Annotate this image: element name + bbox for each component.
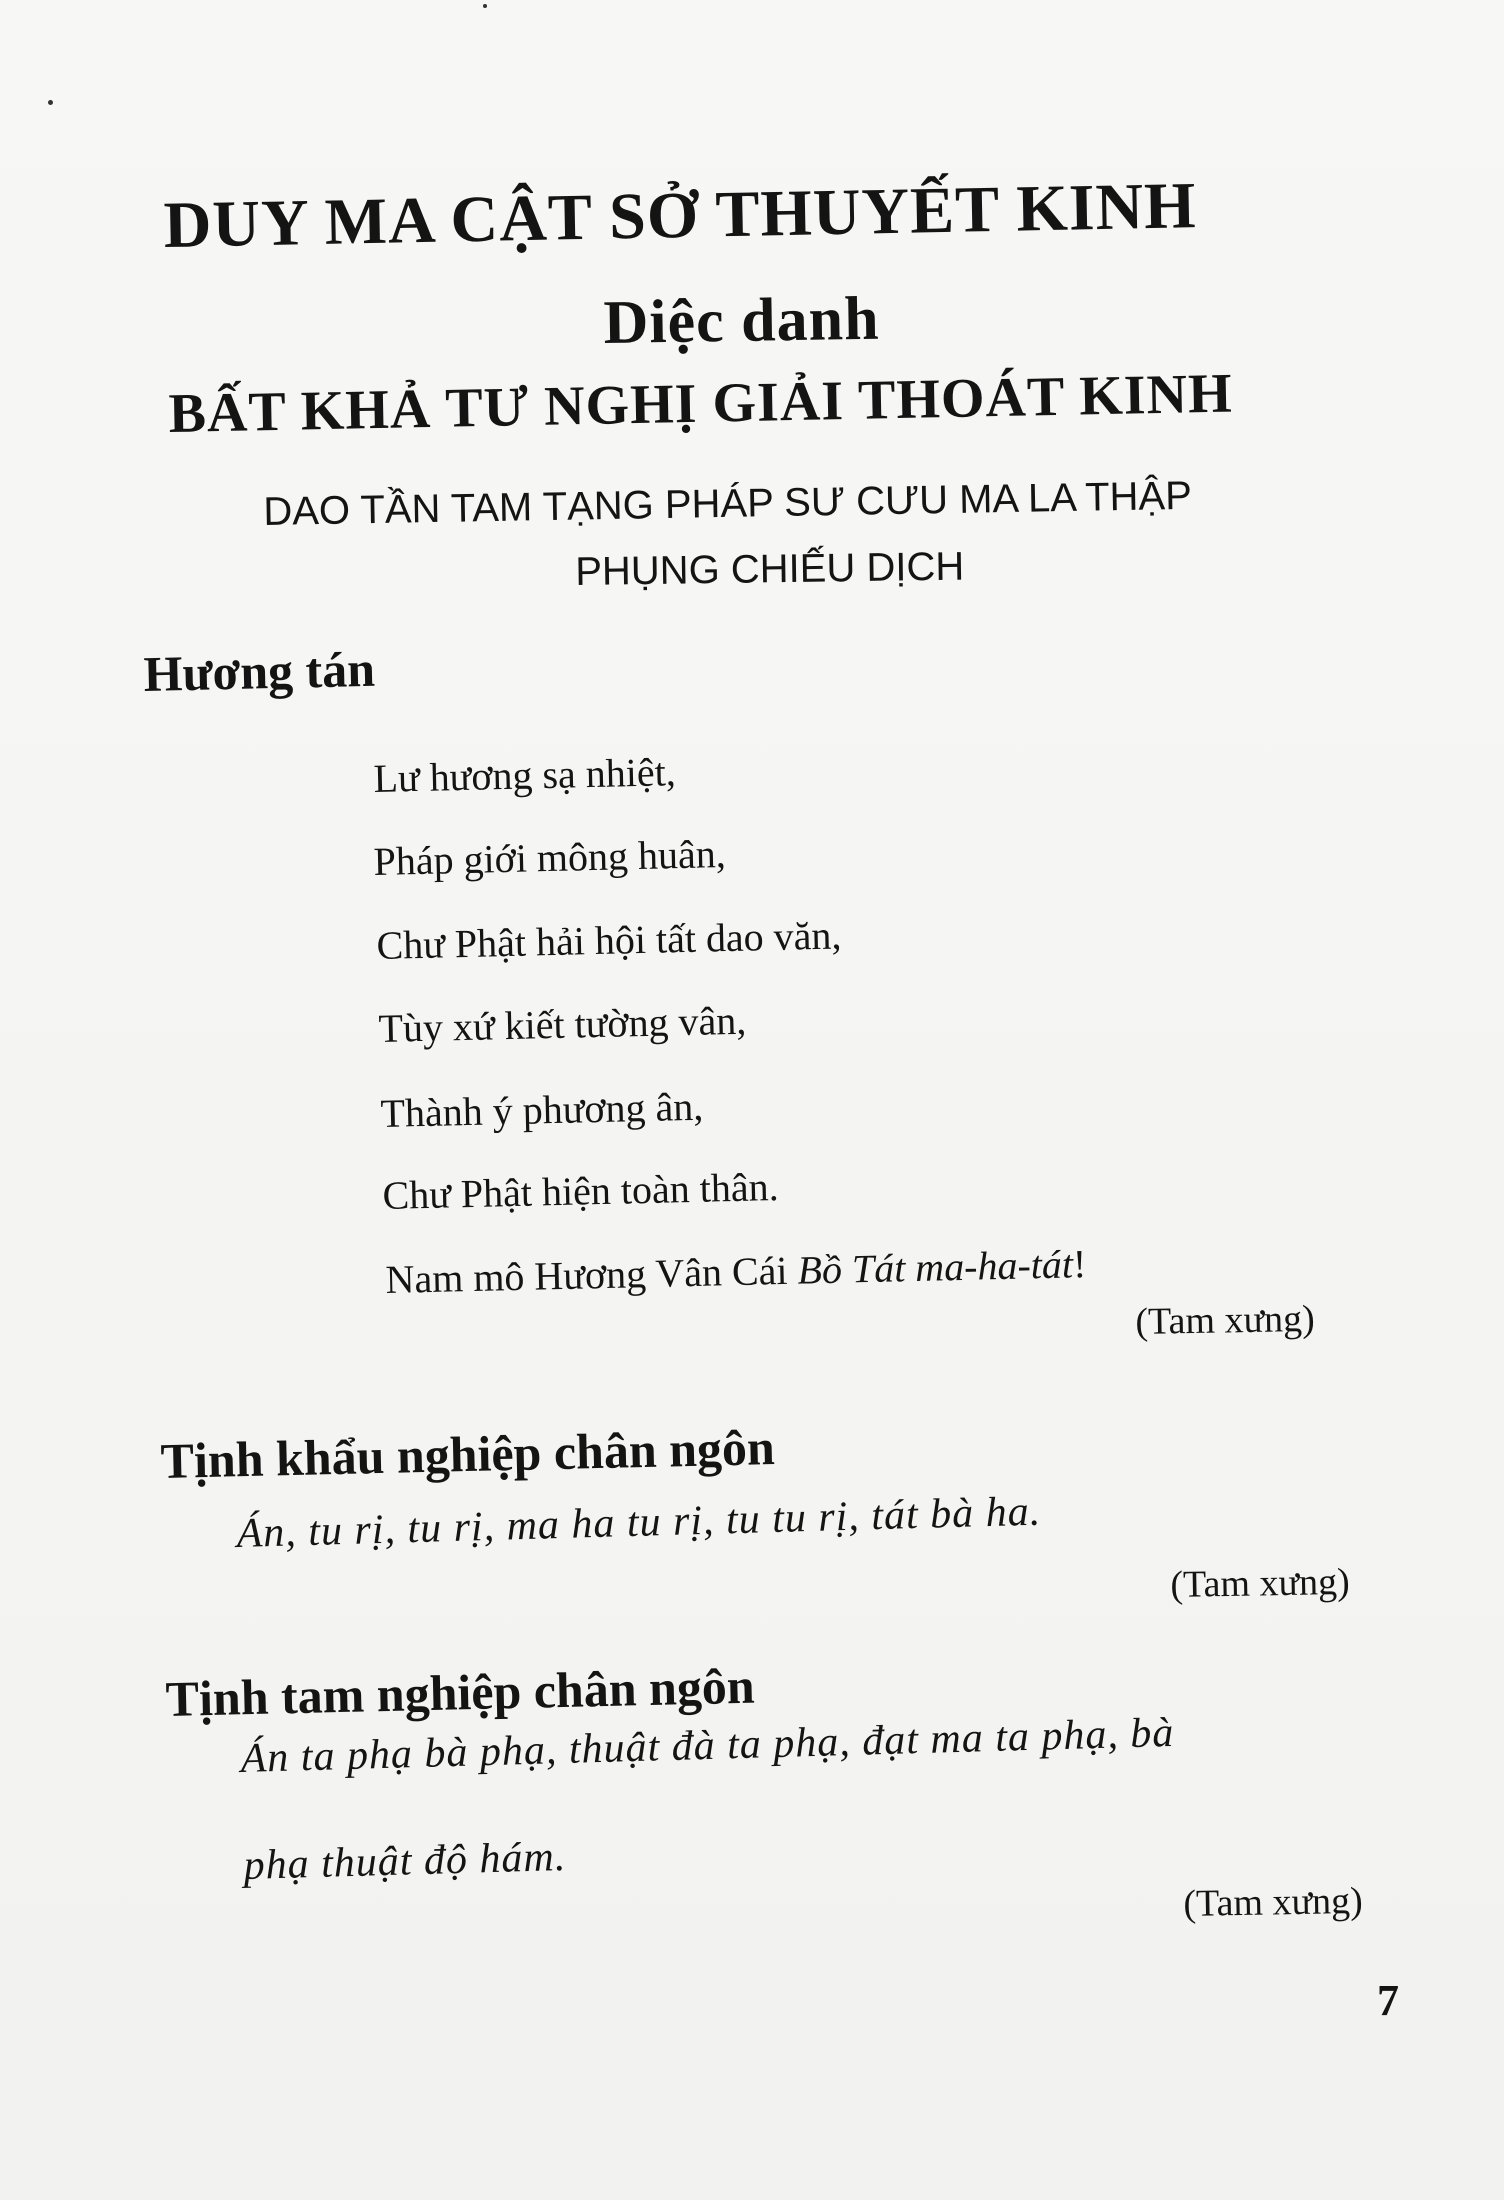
title-alternate: BẤT KHẢ TƯ NGHỊ GIẢI THOÁT KINH xyxy=(168,362,1234,445)
dust-speck xyxy=(483,4,487,8)
mantra-tinh-tam-line-1: Án ta phạ bà phạ, thuật đà ta phạ, đạt ma ta phạ, bà xyxy=(240,1709,1175,1782)
page-number: 7 xyxy=(1377,1976,1399,2025)
translator-line-2: PHỤNG CHIẾU DỊCH xyxy=(575,544,965,594)
verse-line: Chư Phật hiện toàn thân. xyxy=(382,1164,780,1218)
mantra-tinh-tam-line-2: phạ thuật độ hám. xyxy=(243,1833,567,1889)
heading-tinh-khau-nghiep: Tịnh khẩu nghiệp chân ngôn xyxy=(160,1419,776,1489)
verse-line: Tùy xứ kiết tường vân, xyxy=(378,997,747,1051)
invocation-text: Nam mô Hương Vân Cái xyxy=(385,1247,799,1302)
heading-tinh-tam-nghiep: Tịnh tam nghiệp chân ngôn xyxy=(165,1657,756,1727)
mantra-tinh-khau: Án, tu rị, tu rị, ma ha tu rị, tu tu rị, tát bà ha. xyxy=(236,1488,1042,1557)
heading-huong-tan: Hương tán xyxy=(143,640,376,702)
translator-line-1: DAO TẦN TAM TẠNG PHÁP SƯ CƯU MA LA THẬP xyxy=(263,473,1193,534)
invocation-italic: Bồ Tát ma-ha-tát xyxy=(796,1241,1074,1293)
verse-line: Thành ý phương ân, xyxy=(380,1083,704,1136)
verse-line: Lư hương sạ nhiệt, xyxy=(373,749,677,801)
title-subtitle: Diệc danh xyxy=(603,284,881,357)
dust-speck xyxy=(48,100,53,105)
invocation-end: ! xyxy=(1072,1241,1087,1287)
verse-line: Pháp giới mông huân, xyxy=(373,831,727,884)
invocation-line xyxy=(385,1240,1087,1303)
title-main: DUY MA CẬT SỞ THUYẾT KINH xyxy=(163,169,1198,262)
note-tam-xung: (Tam xưng) xyxy=(1183,1879,1364,1925)
verse-line: Chư Phật hải hội tất dao văn, xyxy=(376,912,842,968)
note-tam-xung: (Tam xưng) xyxy=(1135,1297,1316,1343)
note-tam-xung: (Tam xưng) xyxy=(1170,1560,1351,1606)
